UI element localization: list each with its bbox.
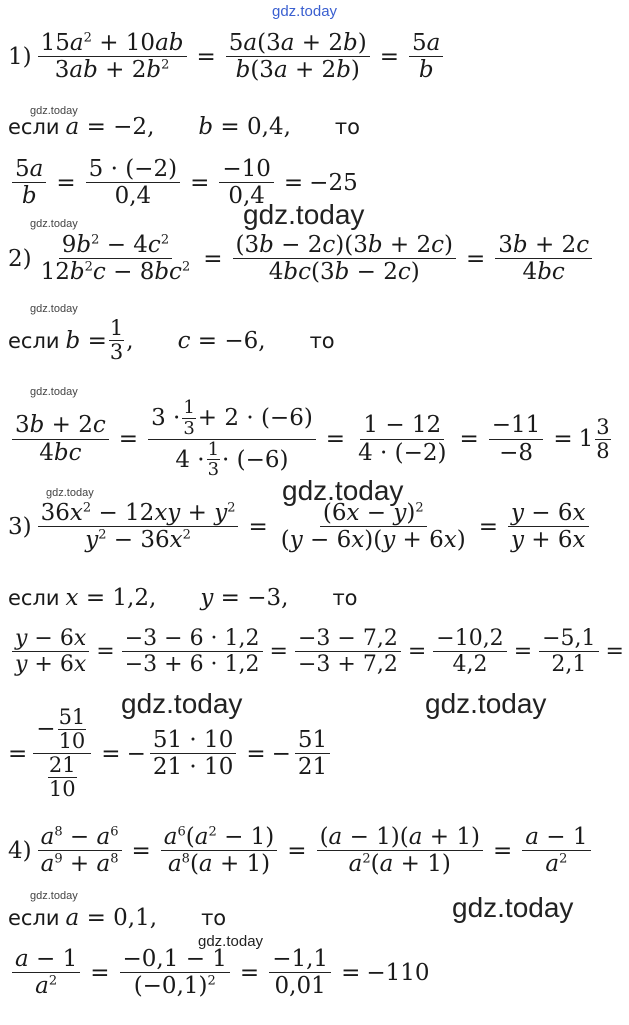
problem-2-conditions: если b = $\frac{1}{3}$ , c = −6, то — [8, 316, 335, 365]
watermark-small: gdz.today — [30, 890, 78, 902]
watermark-big: gdz.today — [425, 688, 547, 719]
watermark-top: gdz.today — [272, 3, 338, 20]
problem-1-conditions: если a = −2, b = 0,4, то — [8, 114, 360, 140]
problem-3-evaluation: $\frac{y - 6x}{y + 6x}$ = $\frac{-3 - 6 \cdot 1,2}{-3 + 6 \cdot 1,2}$ = $\frac{-3 - 7,2}{-3 + 7,2}$ = $\frac{-10,2}{4,2}$ = $\frac{-5,1}{2,1}$ = — [8, 626, 627, 678]
watermark-small: gdz.today — [30, 386, 78, 398]
problem-4-simplification: 4) $\frac{a^8 - a^6}{a^9 + a^8}$ = $\frac{a^6(a^2 - 1)}{a^8(a + 1)}$ = $\frac{(a - 1)(a + 1)}{a^2(a + 1)}$ = $\frac{a - 1}{a^2}$ — [8, 824, 595, 878]
if-word: если — [8, 115, 60, 139]
problem-label: 1) — [8, 43, 32, 70]
watermark-big: gdz.today — [452, 892, 574, 923]
problem-4-evaluation: $\frac{a - 1}{a^2}$ = $\frac{-0,1 - 1}{(-0,1)^2}$ = $\frac{-1,1}{0,01}$ = −110 — [8, 946, 430, 1000]
problem-2-simplification: 2) $\frac{9b^2 - 4c^2}{12b^2c - 8bc^2}$ = $\frac{(3b - 2c)(3b + 2c)}{4bc(3b - 2c)}$ = $\frac{3b + 2c}{4bc}$ — [8, 232, 596, 286]
watermark-big: gdz.today — [121, 688, 243, 719]
if-word: если — [8, 906, 60, 930]
problem-2-evaluation: $\frac{3b + 2c}{4bc}$ = 3 · $\frac{1}{3}$ + 2 · (−6) 4 · $\frac{1}{3}$ · (−6) = $\frac{1 - 12}{4 \cdot (-2)}$ = $\frac{-11}{-8}$ = 1 $\frac{3}{8}$ — [8, 398, 613, 480]
watermark-big: gdz.today — [243, 199, 365, 230]
problem-label: 4) — [8, 837, 32, 864]
problem-1-simplification: 1) $\frac{15a^2 + 10ab}{3ab + 2b^2}$ = $\frac{5a(3a + 2b)}{b(3a + 2b)}$ = $\frac{5a}{b}$ — [8, 30, 447, 84]
if-word: если — [8, 328, 60, 353]
watermark-big: gdz.today — [282, 475, 404, 506]
problem-label: 2) — [8, 245, 32, 272]
problem-4-conditions: если a = 0,1, то — [8, 905, 227, 931]
then-word: то — [201, 906, 227, 930]
then-word: то — [334, 115, 360, 139]
then-word: то — [309, 328, 335, 353]
problem-3-evaluation-continued: = − $\frac{51}{10}$ $\frac{21}{10}$ = − $\frac{51 \cdot 10}{21 \cdot 10}$ = − $\frac{51}{21}$ — [8, 706, 334, 801]
problem-label: 3) — [8, 513, 32, 540]
watermark-small: gdz.today — [46, 487, 94, 499]
problem-3-conditions: если x = 1,2, y = −3, то — [8, 585, 358, 611]
problem-3-simplification: 3) $\frac{36x^2 - 12xy + y^2}{y^2 - 36x^2}$ = $\frac{(6x - y)^2}{(y - 6x)(y + 6x)}$ = $\frac{y - 6x}{y + 6x}$ — [8, 500, 593, 554]
watermark-small: gdz.today — [30, 218, 78, 230]
watermark-small: gdz.today — [198, 933, 264, 950]
if-word: если — [8, 586, 60, 610]
then-word: то — [332, 586, 358, 610]
watermark-small: gdz.today — [30, 105, 78, 117]
problem-1-evaluation: $\frac{5a}{b}$ = $\frac{5 \cdot (-2)}{0,4}$ = $\frac{-10}{0,4}$ = −25 — [8, 156, 358, 210]
watermark-small: gdz.today — [30, 303, 78, 315]
